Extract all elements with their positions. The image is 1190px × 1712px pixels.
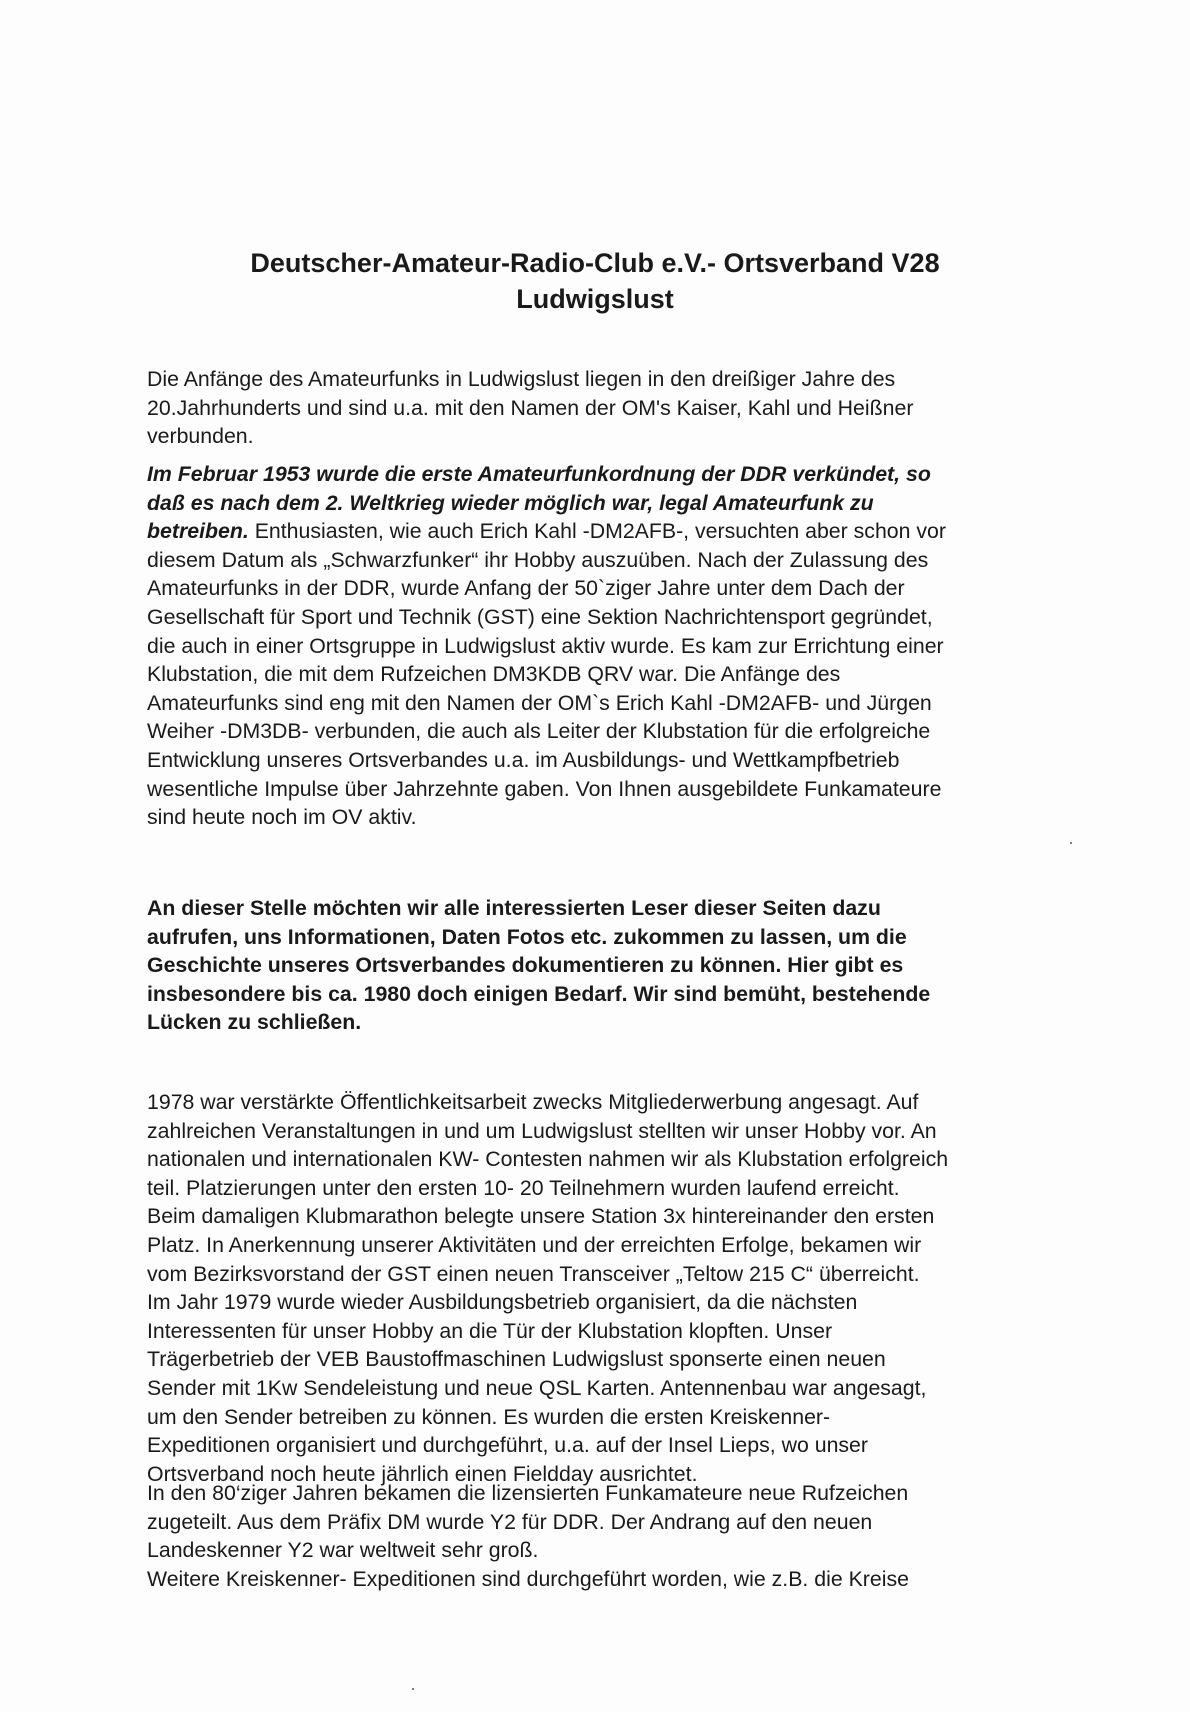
text-line: Platz. In Anerkennung unserer Aktivitäten und der erreichten Erfolge, bekamen wir: [147, 1232, 922, 1257]
paragraph-1978: [147, 1088, 1107, 1488]
paragraph-1980s: [147, 1479, 1107, 1593]
text-line: zahlreichen Veranstaltungen in und um Ludwigslust stellten wir unser Hobby vor. An: [147, 1118, 937, 1143]
text-line: Geschichte unseres Ortsverbandes dokumentieren zu können. Hier gibt es: [147, 953, 904, 978]
text-line: insbesondere bis ca. 1980 doch einigen Bedarf. Wir sind bemüht, bestehende: [147, 981, 931, 1006]
emphasized-line: Im Februar 1953 wurde die erste Amateurfunkordnung der DDR verkündet, so: [147, 462, 931, 486]
text-line: nationalen und internationalen KW- Contesten nahmen wir als Klubstation erfolgreich: [147, 1147, 949, 1172]
text-line: die auch in einer Ortsgruppe in Ludwigslust aktiv wurde. Es kam zur Errichtung einer: [147, 633, 944, 658]
emphasized-text: betreiben.: [147, 519, 249, 544]
text-line: 20.Jahrhunderts und sind u.a. mit den Namen der OM's Kaiser, Kahl und Heißner: [147, 395, 914, 420]
paragraph-call-to-action: [147, 894, 1107, 1037]
text-line: Landeskenner Y2 war weltweit sehr groß.: [147, 1538, 539, 1563]
text-line: 1978 war verstärkte Öffentlichkeitsarbeit zwecks Mitgliederwerbung angesagt. Auf: [147, 1090, 919, 1114]
paragraph-beginnings: [147, 365, 1107, 451]
text-line: In den 80‘ziger Jahren bekamen die lizensierten Funkamateure neue Rufzeichen: [147, 1481, 909, 1505]
text-line: vom Bezirksvorstand der GST einen neuen Transceiver „Teltow 215 C“ überreicht.: [147, 1261, 920, 1286]
text-line: Im Jahr 1979 wurde wieder Ausbildungsbetrieb organisiert, da die nächsten: [147, 1290, 858, 1315]
text-line: Weiher -DM3DB- verbunden, die auch als Leiter der Klubstation für die erfolgreiche: [147, 719, 931, 744]
text-line: verbunden.: [147, 424, 254, 449]
text-line: Die Anfänge des Amateurfunks in Ludwigslust liegen in den dreißiger Jahre des: [147, 367, 896, 391]
text-line: diesem Datum als „Schwarzfunker“ ihr Hobby auszuüben. Nach der Zulassung des: [147, 547, 929, 572]
text-line: aufrufen, uns Informationen, Daten Fotos etc. zukommen zu lassen, um die: [147, 924, 907, 949]
text-line: zugeteilt. Aus dem Präfix DM wurde Y2 für DDR. Der Andrang auf den neuen: [147, 1509, 873, 1534]
text-line: wesentliche Impulse über Jahrzehnte gaben. Von Ihnen ausgebildete Funkamateure: [147, 776, 942, 801]
text-line: sind heute noch im OV aktiv.: [147, 805, 417, 830]
text-line: um den Sender betreiben zu können. Es wurden die ersten Kreiskenner-: [147, 1404, 831, 1429]
text-line: Amateurfunks sind eng mit den Namen der OM`s Erich Kahl -DM2AFB- und Jürgen: [147, 690, 932, 715]
text-line: Klubstation, die mit dem Rufzeichen DM3KDB QRV war. Die Anfänge des: [147, 662, 841, 687]
text-line: teil. Platzierungen unter den ersten 10- 20 Teilnehmern wurden laufend erreicht.: [147, 1175, 900, 1200]
text-line: Expeditionen organisiert und durchgeführt, u.a. auf der Insel Lieps, wo unser: [147, 1433, 868, 1458]
text-line: Amateurfunks in der DDR, wurde Anfang der 50`ziger Jahre unter dem Dach der: [147, 576, 905, 601]
title-line-2: Ludwigslust: [516, 284, 674, 314]
document-title: [140, 245, 1050, 317]
scan-speck: [1070, 842, 1072, 844]
text-line: An dieser Stelle möchten wir alle interessierten Leser dieser Seiten dazu: [147, 896, 881, 920]
text-line: [147, 517, 1107, 546]
text-line: Gesellschaft für Sport und Technik (GST) eine Sektion Nachrichtensport gegründet,: [147, 604, 933, 629]
text-line: Interessenten für unser Hobby an die Tür der Klubstation klopften. Unser: [147, 1318, 833, 1343]
paragraph-ddr-history: [147, 460, 1107, 832]
text-line: Weitere Kreiskenner- Expeditionen sind durchgeführt worden, wie z.B. die Kreise: [147, 1566, 909, 1591]
text-line: Beim damaligen Klubmarathon belegte unsere Station 3x hintereinander den ersten: [147, 1204, 935, 1229]
text-line: Trägerbetrieb der VEB Baustoffmaschinen Ludwigslust sponserte einen neuen: [147, 1347, 886, 1372]
text-line: Ortsverband noch heute jährlich einen Fieldday ausrichtet.: [147, 1461, 698, 1486]
text-line: Lücken zu schließen.: [147, 1010, 362, 1035]
text-span: Enthusiasten, wie auch Erich Kahl -DM2AFB-, versuchten aber schon vor: [248, 519, 946, 544]
text-line: Sender mit 1Kw Sendeleistung und neue QSL Karten. Antennenbau war angesagt,: [147, 1375, 927, 1400]
title-line-1: Deutscher-Amateur-Radio-Club e.V.- Ortsverband V28: [250, 248, 940, 278]
text-line: Entwicklung unseres Ortsverbandes u.a. im Ausbildungs- und Wettkampfbetrieb: [147, 747, 900, 772]
scan-speck: [412, 1688, 414, 1690]
emphasized-line: daß es nach dem 2. Weltkrieg wieder möglich war, legal Amateurfunk zu: [147, 490, 874, 515]
